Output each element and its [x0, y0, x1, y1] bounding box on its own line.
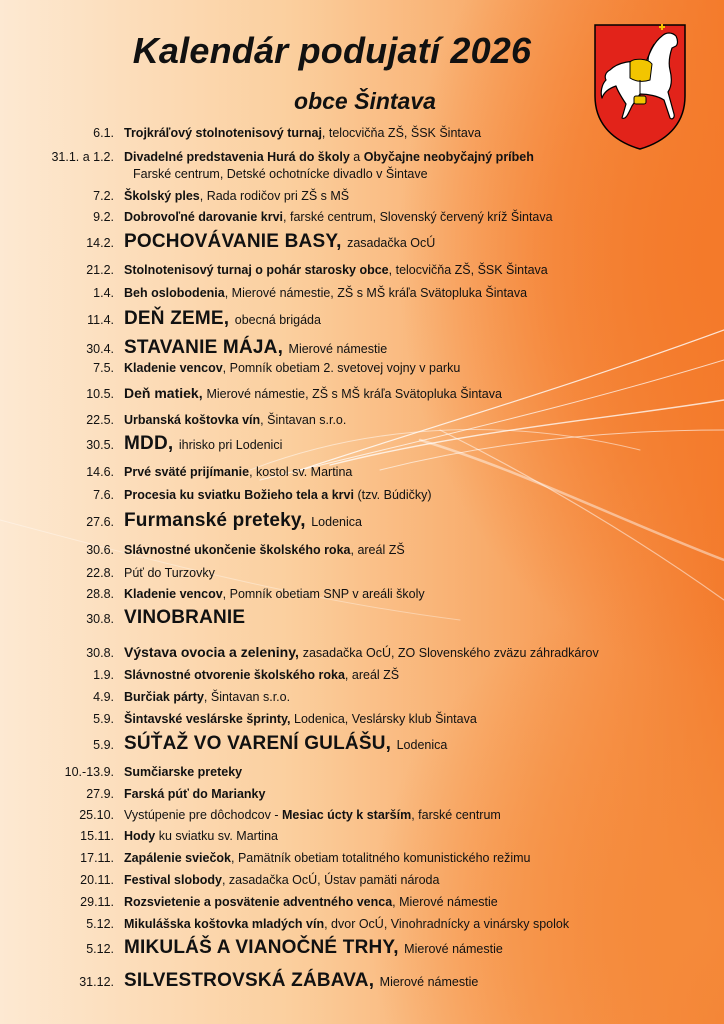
- event-name: Stolnotenisový turnaj o pohár starosky obce: [124, 263, 389, 277]
- event-name: Beh oslobodenia: [124, 286, 225, 300]
- event-venue: farské centrum: [418, 808, 501, 822]
- event-name: Procesia ku sviatku Božieho tela a krvi: [124, 488, 354, 502]
- event-separator: ,: [324, 917, 332, 931]
- event-separator: ,: [321, 126, 329, 140]
- event-date: 9.2.: [93, 210, 114, 224]
- event-name: Urbanská koštovka vín: [124, 413, 261, 427]
- event-name: Festival slobody: [124, 873, 222, 887]
- event-name: MIKULÁŠ A VIANOČNÉ TRHY: [124, 937, 394, 958]
- event-description: [124, 712, 724, 727]
- event-description: [124, 543, 724, 558]
- event-name: Mikulášska koštovka mladých vín: [124, 917, 325, 931]
- event-name: Divadelné predstavenia Hurá do školy: [124, 150, 350, 164]
- event-venue: Mierové námestie, ZŠ s MŠ kráľa Svätopluka Šintava: [231, 286, 528, 300]
- event-date: 20.11.: [80, 873, 114, 887]
- event-description: [124, 645, 724, 661]
- event-separator: ,: [344, 668, 352, 682]
- event-separator: ,: [385, 733, 397, 754]
- event-date: 14.6.: [86, 465, 114, 479]
- event-date: 30.8.: [86, 612, 114, 626]
- event-row: [0, 917, 724, 932]
- event-name: Slávnostné ukončenie školského roka: [124, 543, 351, 557]
- event-separator: ,: [222, 587, 230, 601]
- event-venue: Lodenica: [396, 738, 448, 752]
- event-row: [0, 189, 724, 204]
- event-row: [0, 510, 724, 531]
- event-row: [0, 488, 724, 503]
- event-venue: zasadačka OcÚ: [347, 236, 436, 250]
- event-separator: ,: [199, 189, 207, 203]
- event-row: [0, 895, 724, 910]
- event-venue: Šintavan s.r.o.: [267, 413, 347, 427]
- event-date: 11.4.: [87, 313, 114, 327]
- event-description: [124, 587, 724, 602]
- event-separator: ,: [411, 808, 419, 822]
- page-title: Kalendár podujatí 2026: [132, 30, 532, 71]
- event-name: Výstava ovocia a zeleniny: [124, 644, 295, 660]
- event-separator: ,: [203, 690, 211, 704]
- event-date: 28.8.: [86, 587, 114, 601]
- event-row: [0, 361, 724, 376]
- event-row: [0, 308, 724, 329]
- event-description: [124, 970, 724, 991]
- event-separator: ,: [350, 543, 358, 557]
- page-subtitle: obce Šintava: [294, 88, 436, 114]
- event-description: [124, 510, 724, 531]
- event-name: VINOBRANIE: [124, 607, 246, 628]
- event-description: [124, 465, 724, 480]
- event-separator: ,: [336, 231, 348, 252]
- event-separator: ,: [277, 337, 289, 358]
- event-name: MDD: [124, 433, 168, 454]
- event-venue: Lodenica, Veslársky klub Šintava: [294, 712, 477, 726]
- event-venue: zasadačka OcÚ, Ústav pamäti národa: [228, 873, 440, 887]
- event-row: [0, 873, 724, 888]
- event-separator: ,: [283, 210, 290, 224]
- event-row: [0, 433, 724, 454]
- event-description: [124, 337, 724, 358]
- event-row: [0, 733, 724, 754]
- event-date: 5.9.: [93, 738, 114, 752]
- event-venue: zasadačka OcÚ, ZO Slovenského zväzu záhradkárov: [302, 646, 599, 660]
- event-venue: areál ZŠ: [351, 668, 400, 682]
- event-name: Burčiak párty: [124, 690, 204, 704]
- event-date: 27.6.: [86, 515, 114, 529]
- event-connector: a: [349, 150, 364, 164]
- event-description: [124, 308, 724, 329]
- event-venue: Pomník obetiam 2. svetovej vojny v parku: [229, 361, 461, 375]
- event-description: [124, 286, 724, 301]
- event-venue: Mierové námestie: [288, 342, 388, 356]
- event-description: [124, 808, 724, 823]
- event-description: [124, 150, 724, 165]
- event-description: [124, 787, 724, 802]
- event-row: [0, 543, 724, 558]
- event-venue: Mierové námestie: [379, 975, 479, 989]
- event-name: Trojkráľový stolnotenisový turnaj: [124, 126, 322, 140]
- event-date: 22.8.: [86, 566, 114, 580]
- event-venue: Mierové námestie, ZŠ s MŠ kráľa Svätopluka Šintava: [206, 387, 502, 401]
- event-venue: Pomník obetiam SNP v areáli školy: [229, 587, 425, 601]
- event-venue: telocvičňa ZŠ, ŠSK Šintava: [328, 126, 482, 140]
- event-row: [0, 413, 724, 428]
- event-date: 14.2.: [86, 236, 114, 250]
- event-separator: ,: [393, 937, 405, 958]
- event-name: SÚŤAŽ VO VARENÍ GULÁŠU: [124, 733, 386, 754]
- event-description: [124, 937, 724, 958]
- event-row: [0, 126, 724, 141]
- event-row: [0, 970, 724, 991]
- event-description: [124, 895, 724, 910]
- event-date: 31.12.: [79, 975, 114, 989]
- event-description: [124, 126, 724, 141]
- event-row: [0, 937, 724, 958]
- event-date: 1.4.: [93, 286, 114, 300]
- event-separator: ,: [167, 433, 179, 454]
- event-name: Prvé sväté prijímanie: [124, 465, 250, 479]
- event-venue: Pamätník obetiam totalitného komunistického režimu: [237, 851, 531, 865]
- event-row: [0, 231, 724, 252]
- event-date: 7.2.: [93, 189, 114, 203]
- event-date: 30.8.: [86, 646, 114, 660]
- event-description: [124, 231, 724, 252]
- event-date: 1.9.: [93, 668, 114, 682]
- event-venue: Mierové námestie: [399, 895, 498, 909]
- event-description: [124, 488, 724, 503]
- event-date: 29.11.: [80, 895, 114, 909]
- event-venue-line: Farské centrum, Detské ochotnícke divadlo v Šintave: [133, 167, 428, 181]
- event-name: Kladenie vencov: [124, 587, 223, 601]
- event-name: Kladenie vencov: [124, 361, 223, 375]
- event-date: 6.1.: [93, 126, 114, 140]
- event-row: [0, 465, 724, 480]
- event-prefix: Vystúpenie pre dôchodcov -: [124, 808, 282, 822]
- event-description: [124, 189, 724, 204]
- event-name: Deň matiek: [124, 385, 199, 401]
- event-separator: ,: [249, 465, 257, 479]
- event-date: 31.1. a 1.2.: [51, 150, 114, 164]
- event-name: DEŇ ZEME: [124, 308, 224, 329]
- event-venue: areál ZŠ: [357, 543, 405, 557]
- event-name: Mesiac úcty k starším: [281, 808, 412, 822]
- event-date: 10.5.: [86, 387, 114, 401]
- event-name: Farská púť do Marianky: [124, 787, 266, 801]
- event-row: [0, 829, 724, 844]
- event-row: [0, 337, 724, 358]
- event-venue: Rada rodičov pri ZŠ s MŠ: [206, 189, 350, 203]
- event-venue: Šintavan s.r.o.: [210, 690, 291, 704]
- event-date: 15.11.: [80, 829, 114, 843]
- event-date: 30.4.: [86, 342, 114, 356]
- event-description: [124, 690, 724, 705]
- event-date: 7.6.: [93, 488, 114, 502]
- event-description: [124, 829, 724, 844]
- event-name: POCHOVÁVANIE BASY: [124, 231, 337, 252]
- event-row: [0, 263, 724, 278]
- event-venue: Mierové námestie: [404, 942, 503, 956]
- event-name: Rozsvietenie a posvätenie adventného venca: [124, 895, 393, 909]
- event-row: [0, 210, 724, 225]
- event-date: 5.12.: [86, 917, 114, 931]
- event-description: [124, 765, 724, 780]
- event-description: [124, 917, 724, 932]
- event-row: [0, 851, 724, 866]
- event-row: [0, 668, 724, 683]
- event-separator: ,: [294, 644, 303, 660]
- event-separator: ,: [368, 970, 380, 991]
- event-row: [0, 787, 724, 802]
- event-row: [0, 587, 724, 602]
- event-separator: ,: [222, 361, 230, 375]
- event-date: 30.6.: [86, 543, 114, 557]
- event-row: [0, 386, 724, 402]
- event-date: 5.9.: [93, 712, 114, 726]
- event-description: [124, 566, 724, 581]
- event-description: [124, 851, 724, 866]
- event-description: [124, 386, 724, 402]
- event-row: [0, 566, 724, 581]
- event-separator: ,: [198, 385, 207, 401]
- event-name: Školský ples: [124, 189, 200, 203]
- event-separator: ,: [260, 413, 268, 427]
- event-row: [0, 765, 724, 780]
- event-description: [124, 210, 724, 225]
- event-row: [0, 607, 724, 628]
- event-venue: farské centrum, Slovenský červený kríž Šintava: [289, 210, 553, 224]
- event-venue: kostol sv. Martina: [256, 465, 353, 479]
- event-separator: ,: [392, 895, 400, 909]
- event-name: Dobrovoľné darovanie krvi: [124, 210, 284, 224]
- event-description: [124, 873, 724, 888]
- event-separator: ,: [221, 873, 229, 887]
- event-venue: Púť do Turzovky: [124, 566, 215, 580]
- event-date: 4.9.: [93, 690, 114, 704]
- event-venue: Lodenica: [311, 515, 362, 529]
- event-description: [124, 668, 724, 683]
- event-venue: dvor OcÚ, Vinohradnícky a vinársky spolok: [331, 917, 570, 931]
- event-date: 30.5.: [86, 438, 114, 452]
- event-name: Furmanské preteky: [124, 510, 301, 531]
- event-description: [124, 413, 724, 428]
- event-date: 21.2.: [86, 263, 114, 277]
- event-date: 5.12.: [86, 942, 114, 956]
- event-venue: ihrisko pri Lodenici: [178, 438, 283, 452]
- event-row: [0, 690, 724, 705]
- event-venue: (tzv. Búdičky): [357, 488, 432, 502]
- event-row: [0, 286, 724, 301]
- event-row: [0, 150, 724, 165]
- event-name: SILVESTROVSKÁ ZÁBAVA: [124, 970, 369, 991]
- event-separator: ,: [223, 308, 235, 329]
- event-name: Sumčiarske preteky: [124, 765, 243, 779]
- event-separator: ,: [300, 510, 312, 531]
- event-row: [0, 645, 724, 661]
- event-separator: ,: [224, 286, 232, 300]
- event-name: Šintavské veslárske šprinty,: [124, 712, 291, 726]
- event-date: 25.10.: [79, 808, 114, 822]
- event-description: [124, 433, 724, 454]
- event-name: Zapálenie sviečok: [124, 851, 232, 865]
- event-description: [124, 361, 724, 376]
- event-description: [124, 607, 724, 628]
- event-date: 27.9.: [86, 787, 114, 801]
- event-venue: obecná brigáda: [234, 313, 321, 327]
- event-venue: telocvičňa ZŠ, ŠSK Šintava: [395, 263, 548, 277]
- event-name: Hody: [124, 829, 156, 843]
- event-date: 10.-13.9.: [64, 765, 114, 779]
- event-date: 22.5.: [86, 413, 114, 427]
- event-description: [124, 733, 724, 754]
- event-name: STAVANIE MÁJA: [124, 337, 278, 358]
- event-separator: ,: [388, 263, 396, 277]
- event-row: [0, 808, 724, 823]
- event-name-secondary: Obyčajne neobyčajný príbeh: [363, 150, 534, 164]
- event-description: [124, 263, 724, 278]
- event-venue: ku sviatku sv. Martina: [158, 829, 278, 843]
- event-name: Slávnostné otvorenie školského roka: [124, 668, 345, 682]
- event-separator: ,: [231, 851, 238, 865]
- event-date: 17.11.: [80, 851, 114, 865]
- event-row: [0, 712, 724, 727]
- event-date: 7.5.: [93, 361, 114, 375]
